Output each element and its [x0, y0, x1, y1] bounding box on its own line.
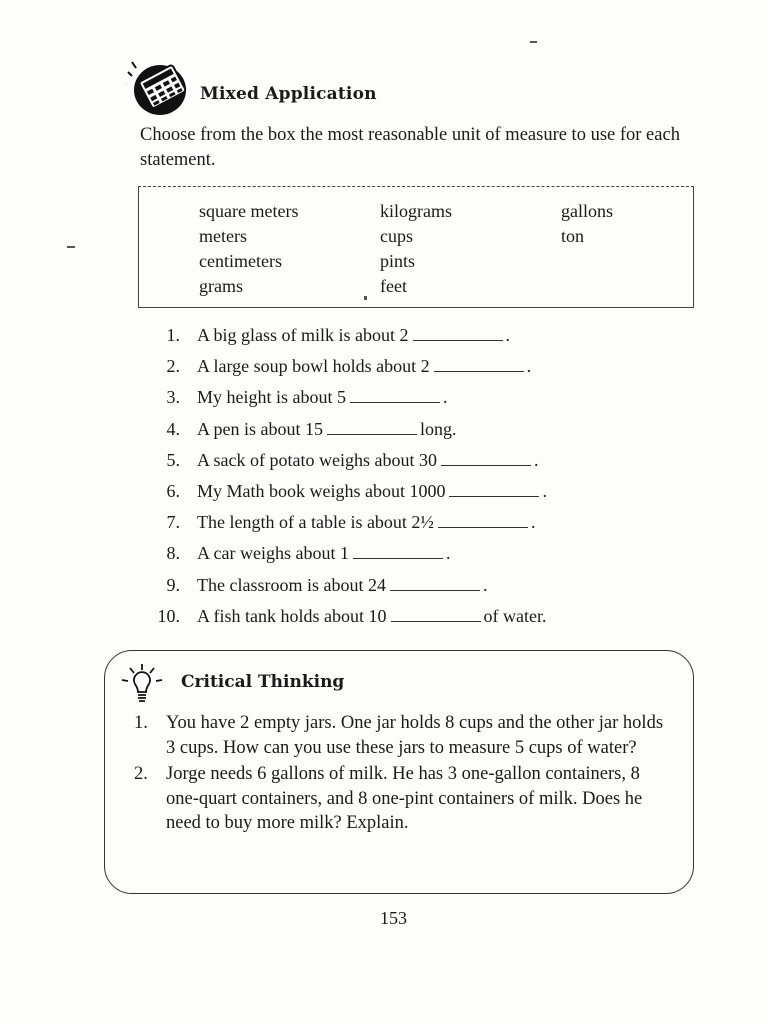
question-item: 1. You have 2 empty jars. One jar holds 8 cups and the other jar holds 3 cups. How can you use these jars to measure 5 cups of water?	[134, 713, 664, 758]
answer-blank[interactable]	[438, 509, 528, 528]
statement-item: 2. A large soup bowl holds about 2 .	[148, 351, 668, 382]
instructions-text: Choose from the box the most reasonable unit of measure to use for each statement.	[140, 125, 680, 170]
question-list	[134, 711, 674, 838]
answer-blank[interactable]	[449, 478, 539, 497]
unit-option: cups	[380, 226, 413, 246]
answer-blank[interactable]	[434, 353, 524, 372]
unit-column-3	[561, 199, 613, 249]
unit-option: ton	[561, 226, 585, 246]
unit-column-1	[199, 199, 298, 299]
scan-speck	[364, 296, 367, 300]
statement-item: 7. The length of a table is about 2½ .	[148, 507, 668, 538]
answer-blank[interactable]	[413, 322, 503, 341]
unit-option: grams	[199, 276, 243, 296]
statement-item: 3. My height is about 5 .	[148, 382, 668, 413]
lightbulb-icon	[116, 660, 168, 708]
page-number: 153	[380, 908, 407, 928]
answer-blank[interactable]	[327, 416, 417, 435]
statement-item: 9. The classroom is about 24 .	[148, 570, 668, 601]
unit-option: pints	[380, 251, 416, 271]
statement-item: 10. A fish tank holds about 10 of water.	[148, 601, 668, 632]
section-title: Mixed Application	[200, 84, 377, 104]
unit-option: square meters	[199, 201, 299, 221]
unit-option: kilograms	[380, 201, 452, 221]
unit-choice-box	[138, 186, 694, 308]
answer-blank[interactable]	[441, 447, 531, 466]
statement-item: 6. My Math book weighs about 1000 .	[148, 476, 668, 507]
scan-speck	[530, 41, 537, 43]
unit-option: feet	[380, 276, 407, 296]
answer-blank[interactable]	[391, 603, 481, 622]
statement-item: 5. A sack of potato weighs about 30 .	[148, 445, 668, 476]
unit-column-2	[380, 199, 452, 299]
statement-item: 8. A car weighs about 1 .	[148, 538, 668, 569]
answer-blank[interactable]	[350, 384, 440, 403]
critical-thinking-title: Critical Thinking	[181, 672, 345, 692]
answer-blank[interactable]	[390, 572, 480, 591]
calculator-icon	[126, 58, 194, 118]
statement-list	[148, 320, 668, 632]
statement-item: 4. A pen is about 15 long.	[148, 414, 668, 445]
statement-item: 1. A big glass of milk is about 2 .	[148, 320, 668, 351]
question-item: 2. Jorge needs 6 gallons of milk. He has 3 one-gallon containers, 8 one-quart containers, and 8 one-pint containers of milk. Does he need to buy more milk? Explain.	[134, 764, 643, 833]
scan-speck	[67, 246, 75, 248]
unit-option: centimeters	[199, 251, 282, 271]
unit-option: meters	[199, 226, 247, 246]
unit-option: gallons	[561, 201, 613, 221]
answer-blank[interactable]	[353, 540, 443, 559]
